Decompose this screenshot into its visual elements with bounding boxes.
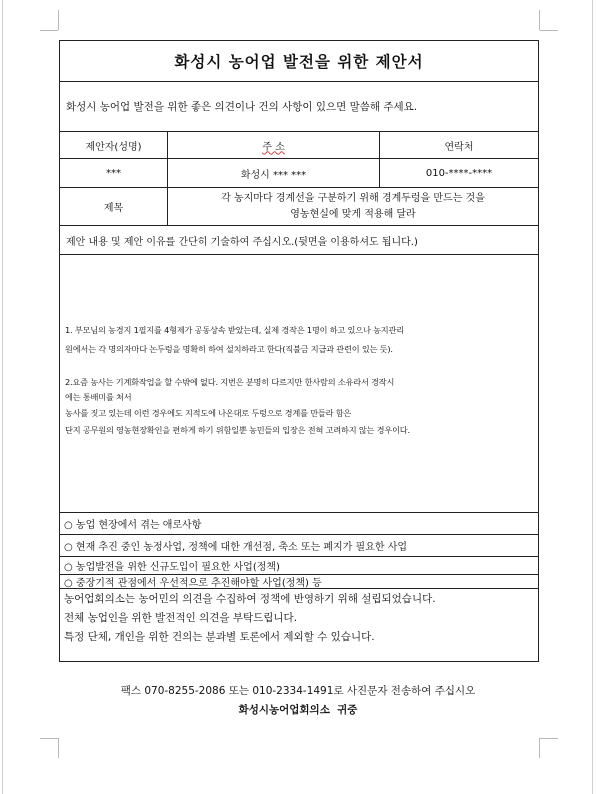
content-line: 1. 부모님의 농경지 1필지를 4형제가 공동상속 받았는데, 실제 경작은 1명이 하고 있으나 농지관리 xyxy=(65,325,404,335)
checklist-item: ○ 농업발전을 위한 신규도입이 필요한 사업(정책) xyxy=(64,562,280,573)
value-row xyxy=(60,159,538,188)
instruction-row xyxy=(60,226,538,255)
title-row xyxy=(60,41,538,82)
checklist-row xyxy=(60,535,538,557)
checklist-row xyxy=(60,557,538,575)
crop-mark xyxy=(58,10,59,30)
content-instruction: 제안 내용 및 제안 이유를 간단히 기술하여 주십시오.(뒷면을 이용하셔도 됩니다.) xyxy=(66,236,418,248)
closing-line: 전체 농업인을 위한 발전적인 의견을 부탁드립니다. xyxy=(64,612,298,624)
content-line: 단지 공무원의 영농현장확인을 편하게 하기 위함일뿐 농민들의 입장은 전혀 고려하지 않는 경우이다. xyxy=(65,425,410,435)
footer-contact: 팩스 070-8255-2086 또는 010-2334-1491로 사진문자 전송하여 주십시오 xyxy=(120,685,476,697)
crop-mark xyxy=(540,738,558,739)
contact-value: 010-****-**** xyxy=(425,167,493,179)
subject-value xyxy=(168,188,538,225)
intro-row xyxy=(60,82,538,132)
closing-line: 특정 단체, 개인을 위한 건의는 분과별 토론에서 제외할 수 있습니다. xyxy=(64,631,375,643)
checklist-item: ○ 중장기적 관점에서 우선적으로 추진해야할 사업(정책) 등 xyxy=(64,578,322,589)
proposal-form xyxy=(59,40,539,662)
contact-header: 연락처 xyxy=(444,141,474,153)
content-line: 원에서는 각 명의자마다 논두렁을 명확히 하여 설치하라고 한다(직불금 지급과 관련이 있는 듯). xyxy=(65,344,393,354)
content-line: 2.요즘 농사는 기계화작업을 할 수밖에 없다. 지번은 분명히 다르지만 한사람의 소유라서 경작시 xyxy=(65,377,395,387)
subject-line: 각 농지마다 경계선을 구분하기 위해 경계두렁을 만드는 것을 xyxy=(221,192,485,204)
address-header: 주 소 xyxy=(168,132,380,158)
subject-row xyxy=(60,188,538,226)
checklist-row xyxy=(60,513,538,535)
checklist-item: ○ 농업 현장에서 겪는 애로사항 xyxy=(64,520,202,531)
form-title: 화성시 농어업 발전을 위한 제안서 xyxy=(174,53,424,71)
closing-line: 농어업회의소는 농어민의 의견을 수집하여 정책에 반영하기 위해 설립되었습니다. xyxy=(64,593,436,605)
address-value: 화성시 *** *** xyxy=(168,159,380,187)
crop-mark xyxy=(539,10,540,30)
content-row xyxy=(60,255,538,513)
crop-mark xyxy=(40,738,58,739)
header-row xyxy=(60,132,538,159)
subject-line: 영농현실에 맞게 적용해 달라 xyxy=(290,208,416,220)
subject-label: 제목 xyxy=(60,188,168,225)
intro-text: 화성시 농어업 발전을 위한 좋은 의견이나 건의 사항이 있으면 말씀해 주세요. xyxy=(66,101,418,113)
checklist-row xyxy=(60,575,538,589)
crop-mark xyxy=(540,30,558,31)
content-line: 농사를 짓고 있는데 이런 경우에도 지적도에 나온대로 두렁으로 경계를 만들라 함은 xyxy=(65,408,352,418)
crop-mark xyxy=(539,738,540,758)
proposer-value: *** xyxy=(60,159,168,187)
footer-recipient: 화성시농어업회의소 귀중 xyxy=(238,704,358,716)
crop-mark xyxy=(40,30,58,31)
proposer-header: 제안자(성명) xyxy=(60,132,168,158)
page-edge-left xyxy=(2,0,3,794)
page-edge-right xyxy=(592,0,593,794)
crop-mark xyxy=(58,738,59,758)
checklist-item: ○ 현재 추진 중인 농정사업, 정책에 대한 개선점, 축소 또는 폐지가 필요한 사업 xyxy=(64,542,408,553)
content-line: 에는 통배미를 쳐서 xyxy=(65,392,132,402)
